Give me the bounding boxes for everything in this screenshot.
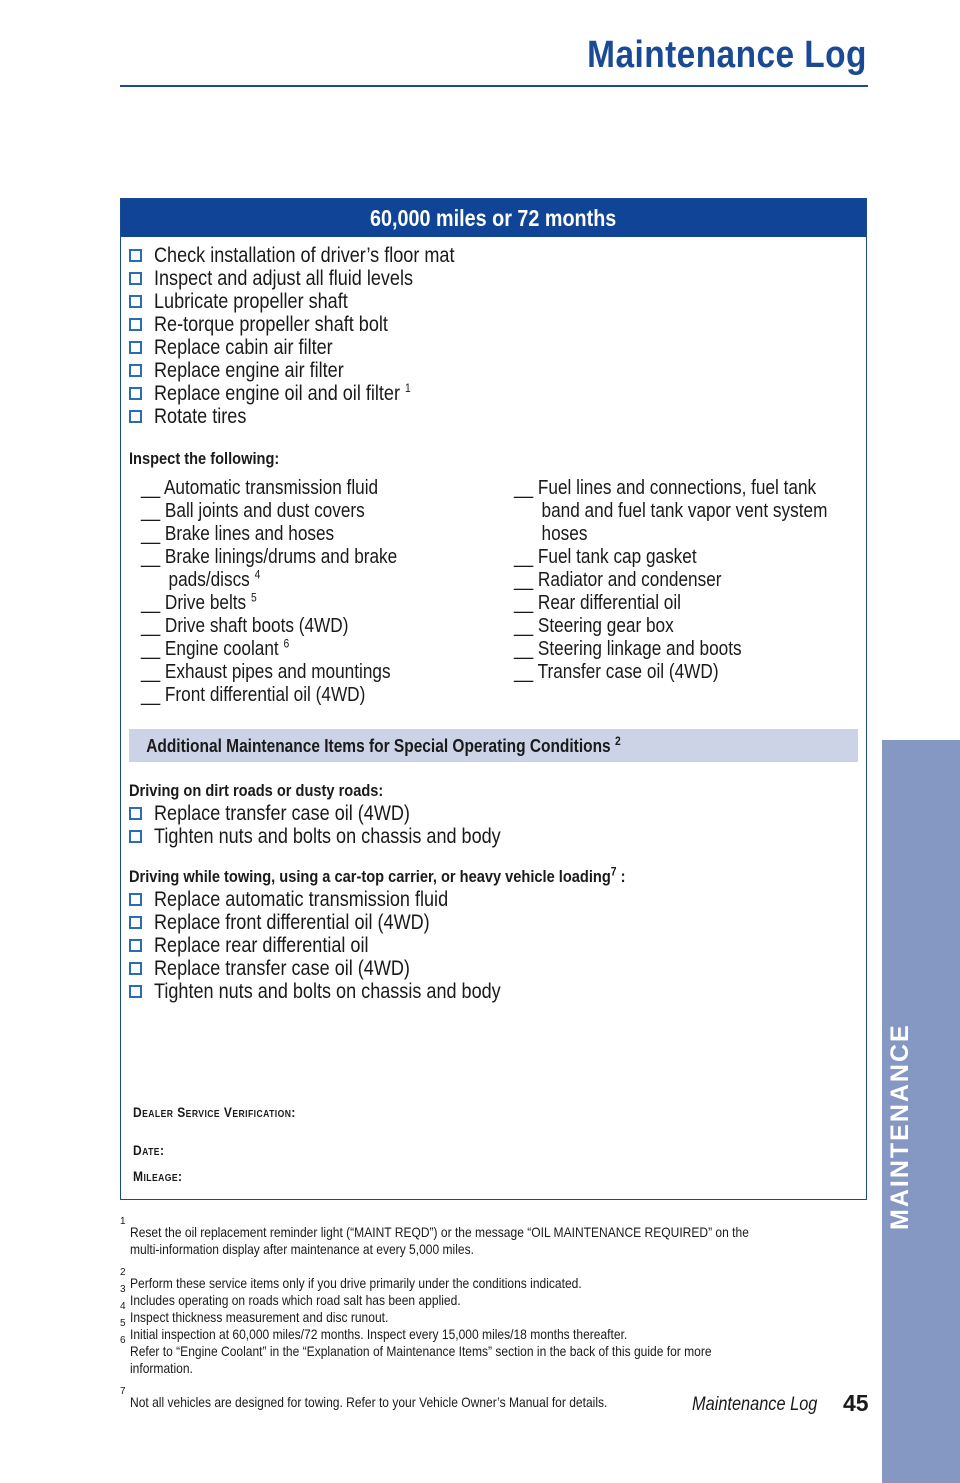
box-header: [121, 199, 866, 237]
checklist-item: Rotate tires: [129, 405, 503, 428]
inspect-item: __ Rear differential oil: [514, 592, 682, 614]
checklist-item: Lubricate propeller shaft: [129, 290, 503, 313]
inspect-item: __ Drive belts $^5$: [141, 590, 257, 614]
checkbox[interactable]: [129, 807, 142, 820]
inspect-right-column: [514, 477, 878, 684]
towing-checklist: [129, 888, 557, 1003]
checkbox[interactable]: [129, 916, 142, 929]
checkbox[interactable]: [129, 410, 142, 423]
footnote: $^4$ Inspect thickness measurement and disc runout.: [120, 1301, 388, 1325]
dirt-roads-heading: Driving on dirt roads or dusty roads:: [129, 781, 384, 800]
inspect-item: __ Exhaust pipes and mountings: [141, 661, 391, 683]
checkbox[interactable]: [129, 318, 142, 331]
checklist-item: Tighten nuts and bolts on chassis and body: [129, 980, 557, 1003]
checkbox[interactable]: [129, 364, 142, 377]
inspect-item: __ Ball joints and dust covers: [141, 500, 365, 522]
checklist-item: Replace cabin air filter: [129, 336, 503, 359]
inspect-item: pads/discs $^4$: [168, 567, 261, 591]
checkbox[interactable]: [129, 387, 142, 400]
inspect-left-column: [141, 477, 439, 707]
footnote: $^6$ Refer to “Engine Coolant” in the “Explanation of Maintenance Items” section in the back of this guide for more information.: [120, 1335, 712, 1376]
checkbox[interactable]: [129, 939, 142, 952]
date-label: Date:: [133, 1142, 165, 1158]
checklist-item: Replace front differential oil (4WD): [129, 911, 557, 934]
checkbox[interactable]: [129, 295, 142, 308]
checklist-item: Inspect and adjust all fluid levels: [129, 267, 503, 290]
inspect-item: __ Engine coolant $^6$: [141, 636, 290, 660]
box-header-text: 60,000 miles or 72 months: [370, 205, 617, 231]
checklist-item: Replace automatic transmission fluid: [129, 888, 557, 911]
inspect-item: __ Radiator and condenser: [514, 569, 722, 591]
checklist-item: Replace rear differential oil: [129, 934, 557, 957]
checklist-item: Re-torque propeller shaft bolt: [129, 313, 503, 336]
mileage-label: Mileage:: [133, 1168, 183, 1184]
inspect-item: __ Drive shaft boots (4WD): [141, 615, 349, 637]
footnote: $^3$ Includes operating on roads which road salt has been applied.: [120, 1284, 461, 1308]
inspect-item: __ Automatic transmission fluid: [141, 477, 379, 499]
inspect-heading: Inspect the following:: [129, 449, 280, 468]
checklist-item: Check installation of driver’s floor mat: [129, 244, 503, 267]
checkbox[interactable]: [129, 985, 142, 998]
checklist: [129, 244, 503, 428]
additional-maintenance-band: Additional Maintenance Items for Special Operating Conditions $^2$: [129, 729, 858, 762]
checkbox[interactable]: [129, 272, 142, 285]
inspect-item: __ Front differential oil (4WD): [141, 684, 366, 706]
inspect-item: __ Brake lines and hoses: [141, 523, 335, 545]
footnote: $^1$ Reset the oil replacement reminder light (“MAINT REQD”) or the message “OIL MAINTENANCE REQUIRED” on the multi-information display after maintenance at every 5,000 miles.: [120, 1216, 749, 1257]
footnote: $^5$ Initial inspection at 60,000 miles/72 months. Inspect every 15,000 miles/18 months thereafter.: [120, 1318, 627, 1342]
dirt-roads-checklist: [129, 802, 557, 848]
inspect-item: __ Fuel tank cap gasket: [514, 546, 697, 568]
dealer-verification-label: Dealer Service Verification:: [133, 1104, 296, 1120]
inspect-item: hoses: [541, 523, 588, 545]
checkbox[interactable]: [129, 830, 142, 843]
inspect-item: __ Brake linings/drums and brake: [141, 546, 398, 568]
inspect-item: __ Transfer case oil (4WD): [514, 661, 719, 683]
checklist-item: Replace transfer case oil (4WD): [129, 802, 557, 825]
inspect-item: __ Fuel lines and connections, fuel tank: [514, 477, 817, 499]
checkbox[interactable]: [129, 341, 142, 354]
title-rule: [120, 85, 868, 87]
side-tab-label: MAINTENANCE: [886, 1023, 914, 1230]
inspect-item: __ Steering linkage and boots: [514, 638, 742, 660]
inspect-item: band and fuel tank vapor vent system: [541, 500, 828, 522]
footnote: $^2$ Perform these service items only if you drive primarily under the conditions indicated.: [120, 1267, 582, 1291]
checklist-item: Replace engine air filter: [129, 359, 503, 382]
checklist-item: Replace transfer case oil (4WD): [129, 957, 557, 980]
towing-heading: Driving while towing, using a car-top carrier, or heavy vehicle loading$^7$ :: [129, 864, 626, 886]
footnotes: [120, 1216, 880, 1411]
checklist-item: Replace engine oil and oil filter $^1$: [129, 382, 503, 405]
footer-section-label: Maintenance Log: [692, 1394, 818, 1415]
footnote: $^7$ Not all vehicles are designed for towing. Refer to your Vehicle Owner’s Manual for details.: [120, 1386, 607, 1410]
checklist-item: Tighten nuts and bolts on chassis and body: [129, 825, 557, 848]
checkbox[interactable]: [129, 962, 142, 975]
inspect-item: __ Steering gear box: [514, 615, 674, 637]
page-title: Maintenance Log: [587, 34, 867, 76]
checkbox[interactable]: [129, 249, 142, 262]
page-number: 45: [843, 1390, 869, 1416]
maintenance-box: [120, 198, 867, 1200]
checkbox[interactable]: [129, 893, 142, 906]
